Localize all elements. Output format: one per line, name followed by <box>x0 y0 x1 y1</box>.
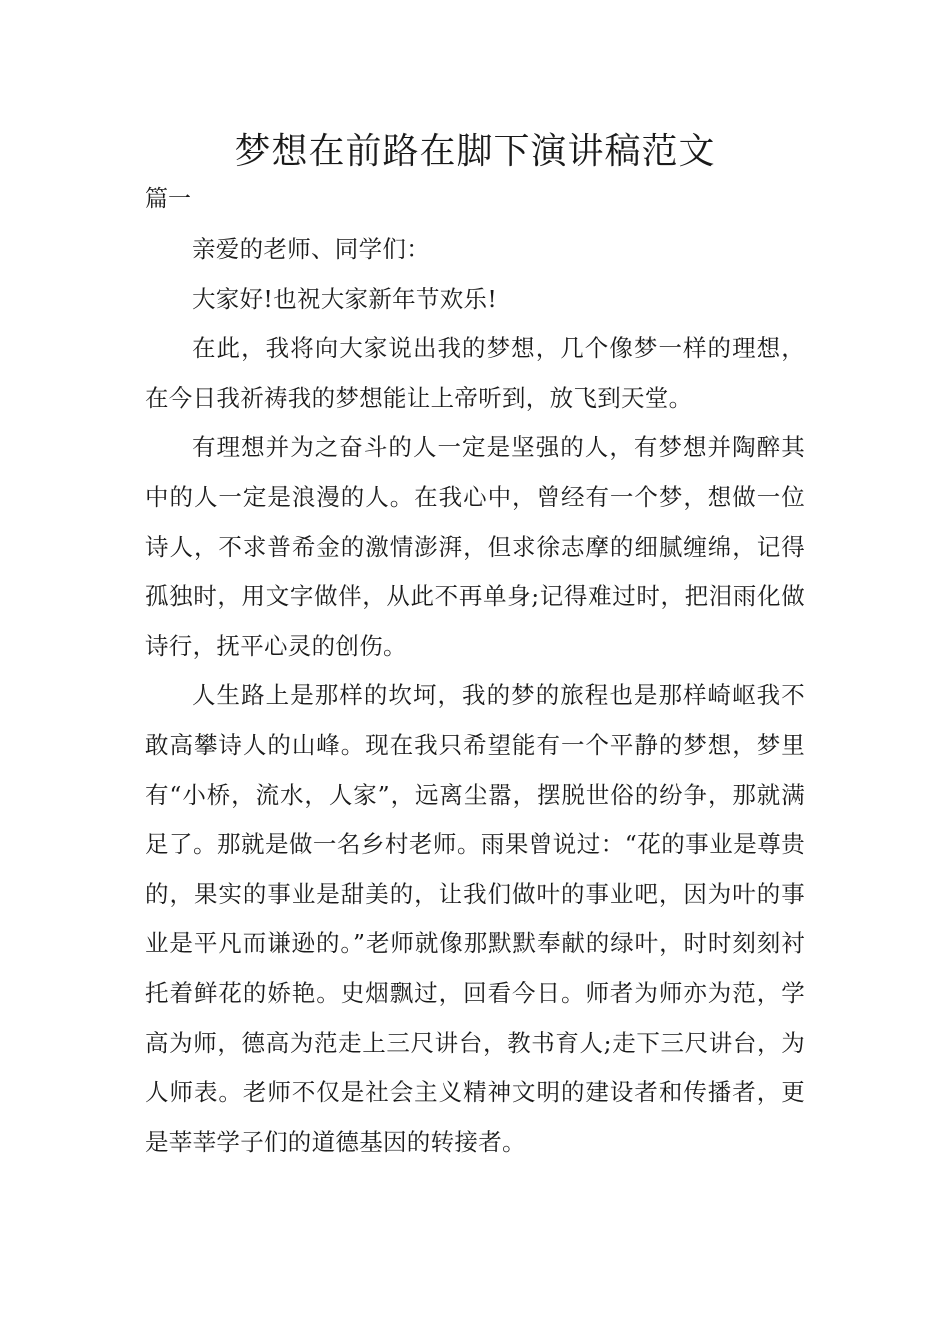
body-paragraph: 在此，我将向大家说出我的梦想，几个像梦一样的理想，在今日我祈祷我的梦想能让上帝听到，放飞到天堂。 <box>145 334 805 412</box>
document-body <box>145 225 805 1167</box>
body-paragraph: 亲爱的老师、同学们： <box>192 235 430 263</box>
body-paragraph: 有理想并为之奋斗的人一定是坚强的人，有梦想并陶醉其中的人一定是浪漫的人。在我心中，曾经有一个梦，想做一位诗人，不求普希金的激情澎湃，但求徐志摩的细腻缠绵，记得孤独时，用文字做伴，从此不再单身;记得难过时，把泪雨化做诗行，抚平心灵的创伤。 <box>145 433 805 660</box>
body-paragraph: 大家好!也祝大家新年节欢乐! <box>192 284 498 313</box>
body-paragraph: 人生路上是那样的坎坷，我的梦的旅程也是那样崎岖我不敢高攀诗人的山峰。现在我只希望能有一个平静的梦想，梦里有“小桥，流水，人家”，远离尘嚣，摆脱世俗的纷争，那就满足了。那就是做一名乡村老师。雨果曾说过：“花的事业是尊贵的，果实的事业是甜美的，让我们做叶的事业吧，因为叶的事业是平凡而谦逊的。”老师就像那默默奉献的绿叶，时时刻刻衬托着鲜花的娇艳。史烟飘过，回看今日。师者为师亦为范，学高为师，德高为范走上三尺讲台，教书育人;走下三尺讲台，为人师表。老师不仅是社会主义精神文明的建设者和传播者，更是莘莘学子们的道德基因的转接者。 <box>145 681 805 1156</box>
section-label: 篇一 <box>145 186 191 212</box>
document-title: 梦想在前路在脚下演讲稿范文 <box>234 131 716 172</box>
